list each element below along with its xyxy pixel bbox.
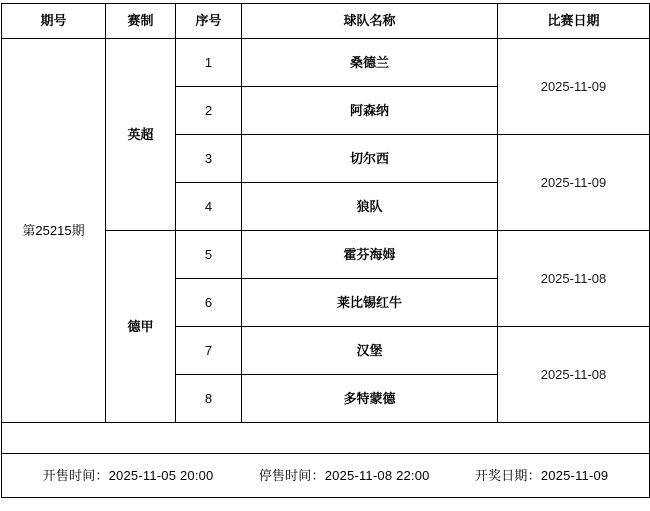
sale-stop-value: 2025-11-08 22:00 [324,467,430,483]
match-date: 2025-11-08 [498,327,650,423]
match-number: 3 [176,135,242,183]
header-league: 赛制 [106,4,176,39]
sale-start-value: 2025-11-05 20:00 [108,467,214,483]
match-number: 4 [176,183,242,231]
team-name: 切尔西 [242,135,498,183]
match-number: 1 [176,39,242,87]
match-schedule-table [1,3,650,498]
team-name: 汉堡 [242,327,498,375]
match-date: 2025-11-09 [498,39,650,135]
team-name: 多特蒙德 [242,375,498,423]
draw-date [475,468,609,484]
issue-number: 第25215期 [2,39,106,423]
draw-date-value: 2025-11-09 [540,467,609,483]
match-number: 2 [176,87,242,135]
league-name-premier: 英超 [106,39,176,231]
team-name: 莱比锡红牛 [242,279,498,327]
match-number: 6 [176,279,242,327]
team-name: 桑德兰 [242,39,498,87]
team-name: 阿森纳 [242,87,498,135]
match-number: 8 [176,375,242,423]
sale-stop-time [259,468,430,484]
header-number: 序号 [176,4,242,39]
sale-start-time [43,468,214,484]
footer-cell [2,454,650,498]
match-number: 7 [176,327,242,375]
draw-date-label: 开奖日期： [474,467,541,483]
header-match-date: 比赛日期 [498,4,650,39]
league-name-bundesliga: 德甲 [106,231,176,423]
header-issue: 期号 [2,4,106,39]
table-row [2,39,650,87]
sale-start-label: 开售时间： [42,467,109,483]
spacer-row [2,423,650,454]
team-name: 狼队 [242,183,498,231]
team-name: 霍芬海姆 [242,231,498,279]
match-date: 2025-11-08 [498,231,650,327]
match-number: 5 [176,231,242,279]
match-date: 2025-11-09 [498,135,650,231]
lottery-schedule-sheet [0,3,650,511]
header-team-name: 球队名称 [242,4,498,39]
footer-row [2,454,650,498]
table-header-row [2,4,650,39]
spacer-cell [2,423,650,454]
sale-stop-label: 停售时间： [258,467,325,483]
